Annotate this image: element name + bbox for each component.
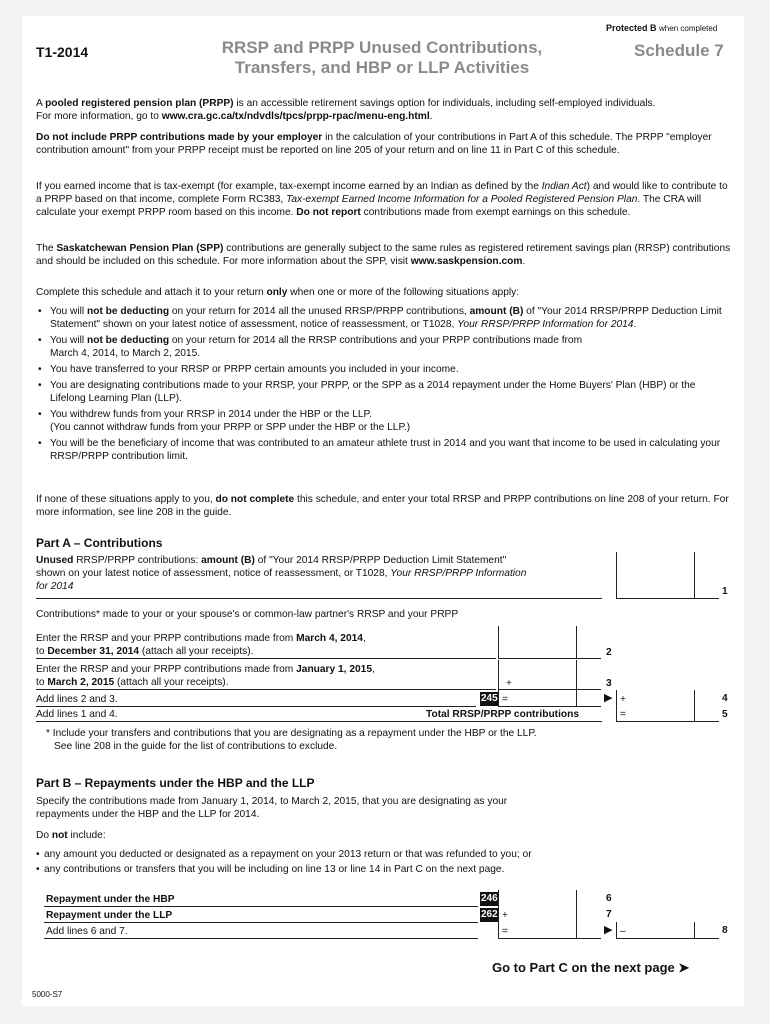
text: . xyxy=(633,319,637,330)
line8-description: Add lines 6 and 7. xyxy=(46,926,128,937)
form-code: 5000-S7 xyxy=(32,990,63,999)
list-item xyxy=(38,363,728,376)
list-item xyxy=(38,437,728,463)
text-bold: do not complete xyxy=(215,494,295,505)
spp-url-link[interactable]: www.saskpension.com xyxy=(410,256,523,267)
text: You are designating contributions made to your RRSP, your PRPP, or the SPP as a 2014 repayment under the Home Buyers' Plan (HBP) or the Lifelong Learning Plan (LLP). xyxy=(50,380,696,404)
hbp-repayment-label: Repayment under the HBP xyxy=(46,894,175,905)
line1-amount-field[interactable] xyxy=(616,552,719,599)
text: repayments under the HBP and the LLP for 2014. xyxy=(36,809,260,820)
text: this schedule, and enter your total RRSP and PRPP contributions on line 208 of your return. For more information, see line 208 in the guide. xyxy=(36,494,729,518)
text: any contributions or transfers that you will be including on line 13 or line 14 in Part C on the next page. xyxy=(44,864,505,875)
cents-divider xyxy=(576,626,577,659)
text-bold: March 4, 2014 xyxy=(296,633,363,644)
text: Enter the RRSP and your PRPP contributions made from xyxy=(36,664,297,675)
line3-plus-sign-overlay: + xyxy=(506,678,512,689)
line7-number: 7 xyxy=(606,909,612,920)
text: You withdrew funds from your RRSP in 2014 under the HBP or the LLP. xyxy=(50,409,372,420)
text: For more information, go to xyxy=(36,111,162,122)
part-a-title: Part A – Contributions xyxy=(36,536,163,550)
line4-plus-sign: + xyxy=(620,694,626,705)
form-title xyxy=(202,38,562,78)
text: , xyxy=(362,633,366,644)
line7-plus-sign: + xyxy=(502,910,508,921)
text-italic: Your RRSP/PRPP Information for 2014 xyxy=(457,319,634,330)
text: A xyxy=(36,98,46,109)
text: If none of these situations apply to you, xyxy=(36,494,216,505)
cents-divider xyxy=(694,706,695,722)
footnote-line2: See line 208 in the guide for the list of contributions to exclude. xyxy=(54,741,338,752)
text: to xyxy=(36,646,48,657)
text: is an accessible retirement savings option for individuals, including self-employed individuals. xyxy=(233,98,656,109)
form-id: T1-2014 xyxy=(36,44,89,60)
total-contributions-label: Total RRSP/PRPP contributions xyxy=(426,709,580,720)
text: , xyxy=(372,664,375,675)
line5-equals-sign: = xyxy=(620,709,626,720)
text: ) and would like to contribute to a PRPP based on that income, complete Form RC383, xyxy=(36,181,728,205)
intro-complete-paragraph xyxy=(36,286,736,299)
text: (attach all your receipts). xyxy=(114,677,229,688)
line3-amount-field[interactable] xyxy=(498,660,601,690)
line4-underline xyxy=(36,706,476,707)
text-bold: only xyxy=(266,287,288,298)
text: include: xyxy=(67,830,106,841)
line7-underline xyxy=(44,922,478,923)
cents-divider xyxy=(576,890,577,907)
intro-employer-paragraph xyxy=(36,131,736,157)
cents-divider xyxy=(694,922,695,939)
cents-divider xyxy=(694,690,695,707)
text: The xyxy=(36,243,57,254)
text: (attach all your receipts). xyxy=(139,646,254,657)
text: on your return for 2014 all the RRSP contributions and your PRPP contributions made from xyxy=(169,335,583,346)
list-item xyxy=(38,305,728,331)
llp-repayment-label: Repayment under the LLP xyxy=(46,910,173,921)
situations-list xyxy=(38,305,728,463)
line1-description xyxy=(36,554,606,593)
intro-prpp-paragraph xyxy=(36,97,736,123)
prpp-url-link[interactable]: www.cra.gc.ca/tx/ndvdls/tpcs/prpp-rpac/menu-eng.html xyxy=(161,111,430,122)
text-bold: not be deducting xyxy=(87,306,170,317)
line8-total-field[interactable] xyxy=(616,922,719,939)
part-a-footnote xyxy=(46,727,686,753)
intro-tax-exempt-paragraph xyxy=(36,180,736,219)
text: If you earned income that is tax-exempt (for example, tax-exempt income earned by an Indian as defined by the xyxy=(36,181,542,192)
text: on your return for 2014 all the unused RRSP/PRPP contributions, xyxy=(169,306,470,317)
part-b-intro xyxy=(36,795,656,821)
text: You will be the beneficiary of income that was contributed to an amateur athlete trust in 2014 and you want that income to be used in calculating your RRSP/PRPP contribution limit. xyxy=(50,438,721,462)
next-page-text: Go to Part C on the next page xyxy=(492,960,675,975)
line3-description xyxy=(36,663,496,689)
line2-description xyxy=(36,632,496,658)
list-item xyxy=(38,334,728,360)
text: shown on your latest notice of assessment, notice of reassessment, or T1028, xyxy=(36,568,391,579)
line4-amount-field[interactable] xyxy=(498,690,601,707)
exclusions-list xyxy=(36,848,676,876)
text: (You cannot withdraw funds from your PRPP or SPP under the HBP or the LLP.) xyxy=(50,422,411,433)
cents-divider xyxy=(576,906,577,923)
text-bold: pooled registered pension plan (PRPP) xyxy=(45,98,234,109)
text: when one or more of the following situations apply: xyxy=(287,287,520,298)
text: You will xyxy=(50,306,87,317)
text-bold: not xyxy=(51,830,68,841)
intro-spp-paragraph xyxy=(36,242,736,268)
text-italic: for 2014 xyxy=(36,581,74,592)
text: . xyxy=(522,256,526,267)
text-bold: amount (B) xyxy=(469,306,524,317)
text: Complete this schedule and attach it to your return xyxy=(36,287,267,298)
form-page xyxy=(22,16,744,1006)
protected-b-label xyxy=(606,23,717,33)
list-item xyxy=(36,848,676,861)
text-italic: Indian Act xyxy=(541,181,587,192)
line8-underline xyxy=(44,938,478,939)
line8-subtotal-field[interactable] xyxy=(498,922,601,939)
cents-divider xyxy=(576,690,577,707)
schedule-label: Schedule 7 xyxy=(634,41,724,60)
line4-number: 4 xyxy=(722,693,728,704)
text-bold: March 2, 2015 xyxy=(47,677,115,688)
text: March 4, 2014, to March 2, 2015. xyxy=(50,348,201,359)
protected-b-text: Protected B xyxy=(606,23,657,33)
do-not-include-label xyxy=(36,829,106,842)
footnote-line1: * Include your transfers and contributions that you are designating as a repayment under the HBP or the LLP. xyxy=(46,728,537,739)
form-title-line2: Transfers, and HBP or LLP Activities xyxy=(234,58,530,77)
cents-divider xyxy=(576,922,577,939)
line4-arrow-icon: ▶ xyxy=(604,692,613,704)
text-bold: amount (B) xyxy=(201,555,255,566)
text-bold: not be deducting xyxy=(87,335,170,346)
text-bold: Saskatchewan Pension Plan (SPP) xyxy=(56,243,224,254)
text-italic: Tax-exempt Earned Income Information for a Pooled Registered Pension Plan xyxy=(286,194,638,205)
text: Specify the contributions made from January 1, 2014, to March 2, 2015, that you are designating as your xyxy=(36,796,508,807)
line4-total-field[interactable] xyxy=(616,690,719,707)
text: Enter the RRSP and your PRPP contributions made from xyxy=(36,633,297,644)
line5-total-field[interactable] xyxy=(616,706,719,722)
line1-number: 1 xyxy=(722,586,728,597)
line8-equals-sign: = xyxy=(502,926,508,937)
line2-underline xyxy=(36,658,496,659)
line8-arrow-icon: ▶ xyxy=(604,924,613,936)
when-completed-text: when completed xyxy=(659,24,718,33)
text: You have transferred to your RRSP or PRPP certain amounts you included in your income. xyxy=(50,364,459,375)
text-bold: Unused xyxy=(36,555,74,566)
text-italic: Your RRSP/PRPP Information xyxy=(390,568,527,579)
line-code-245: 245 xyxy=(481,693,498,704)
text: contributions are generally subject to the same rules as registered retirement savings plan (RRSP) contributions and should be included on this schedule. For more information about the SPP, visit xyxy=(36,243,731,267)
hbp-amount-field[interactable] xyxy=(498,890,601,907)
line3-number: 3 xyxy=(606,678,612,689)
list-item xyxy=(38,408,728,434)
text: of "Your 2014 RRSP/PRPP Deduction Limit Statement" xyxy=(254,555,507,566)
text-bold: Do not report xyxy=(296,207,361,218)
cents-divider xyxy=(694,552,695,599)
text: any amount you deducted or designated as a repayment on your 2013 return or that was refunded to you; or xyxy=(44,849,532,860)
line8-number: 8 xyxy=(722,925,728,936)
text: contributions made from exempt earnings on this schedule. xyxy=(360,207,631,218)
form-title-line1: RRSP and PRPP Unused Contributions, xyxy=(221,38,543,57)
cents-divider xyxy=(576,660,577,690)
line5-number: 5 xyxy=(722,709,728,720)
line5-description: Add lines 1 and 4. xyxy=(36,709,118,720)
contributions-heading: Contributions* made to your or your spouse's or common-law partner's RRSP and your PRPP xyxy=(36,609,459,620)
list-item xyxy=(38,379,728,405)
text-bold: January 1, 2015 xyxy=(296,664,373,675)
line8-minus-sign: – xyxy=(620,926,626,937)
line4-description: Add lines 2 and 3. xyxy=(36,694,118,705)
line2-number: 2 xyxy=(606,647,612,658)
line-code-246: 246 xyxy=(481,893,498,904)
line6-number: 6 xyxy=(606,893,612,904)
list-item xyxy=(36,863,676,876)
llp-amount-field[interactable] xyxy=(498,906,601,923)
text: You will xyxy=(50,335,87,346)
text: . xyxy=(429,111,433,122)
line1-underline xyxy=(36,598,602,599)
text: to xyxy=(36,677,48,688)
part-b-title: Part B – Repayments under the HBP and the LLP xyxy=(36,776,315,790)
text-bold: Do not include PRPP contributions made by your employer xyxy=(36,132,323,143)
line6-underline xyxy=(44,906,478,907)
text: . The CRA will calculate your exempt PRPP room based on this income. xyxy=(36,194,702,218)
text: of "Your 2014 RRSP/PRPP Deduction Limit Statement" shown on your latest notice of assessment, notice of reassessment, or T1028, xyxy=(50,306,722,330)
text: Do xyxy=(36,830,52,841)
intro-none-apply-paragraph xyxy=(36,493,736,519)
line4-equals-sign: = xyxy=(502,694,508,705)
line3-underline xyxy=(36,689,496,690)
next-arrow-icon: ➤ xyxy=(678,960,690,975)
next-page-link[interactable] xyxy=(492,960,689,976)
line5-underline xyxy=(36,721,602,722)
text: in the calculation of your contributions in Part A of this schedule. The PRPP "employer contribution amount" from your PRPP receipt must be reported on line 205 of your return and on line 11 in Part C of this schedule. xyxy=(36,132,712,156)
text: RRSP/PRPP contributions: xyxy=(73,555,202,566)
line2-amount-field[interactable] xyxy=(498,626,601,659)
line-code-262: 262 xyxy=(481,909,498,920)
text-bold: December 31, 2014 xyxy=(47,646,140,657)
